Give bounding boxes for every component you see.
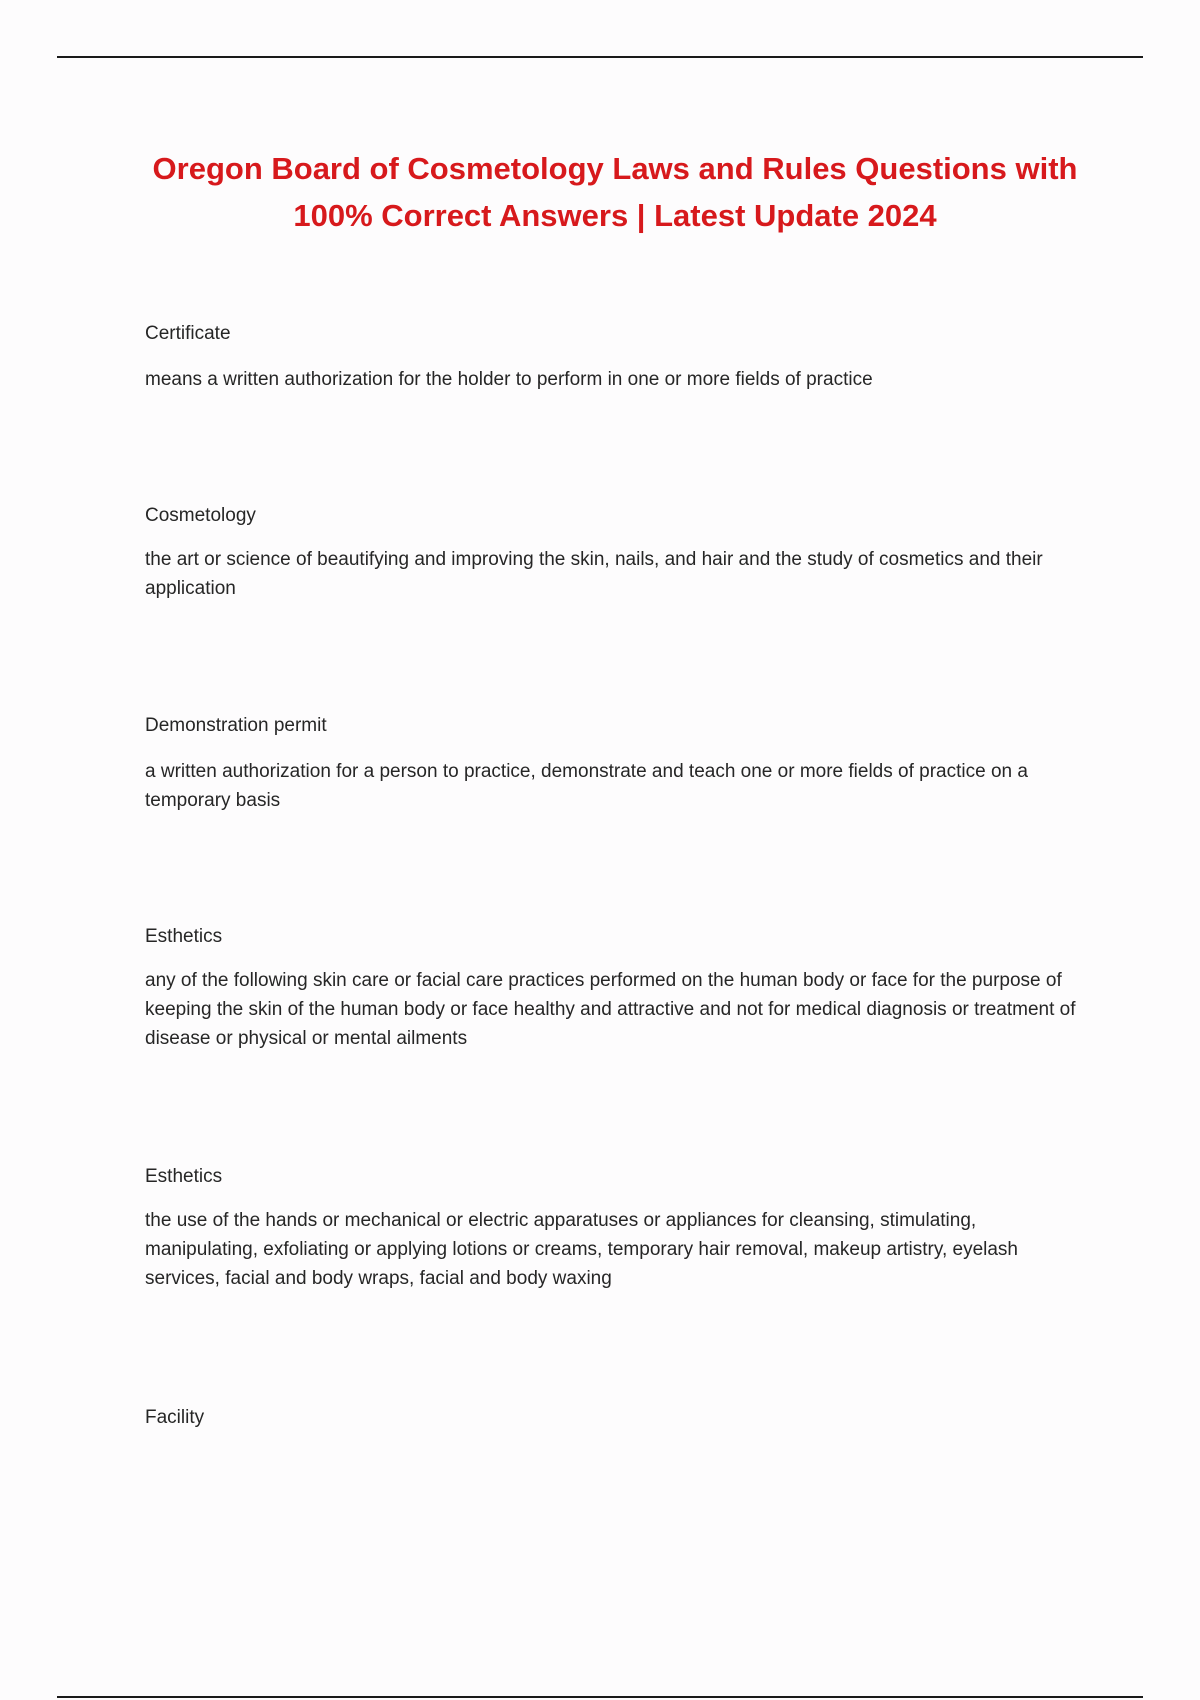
- term: Demonstration permit: [145, 715, 327, 736]
- term: Esthetics: [145, 1166, 223, 1187]
- bottom-divider: [57, 1696, 1143, 1698]
- term: Cosmetology: [145, 505, 256, 526]
- term: Certificate: [145, 323, 231, 344]
- flashcard-entry: [145, 504, 1085, 603]
- term: Facility: [145, 1407, 205, 1428]
- title-line-1: Oregon Board of Cosmetology Laws and Rules Questions with: [152, 151, 1078, 186]
- definition: means a written authorization for the holder to perform in one or more fields of practice: [145, 369, 873, 390]
- flashcard-entry: [145, 925, 1085, 1053]
- term: Esthetics: [145, 926, 223, 947]
- flashcard-entry: [145, 1406, 1085, 1447]
- flashcard-entry: [145, 1165, 1085, 1293]
- definition: any of the following skin care or facial care practices performed on the human body or face for the purpose of keeping the skin of the human body or face healthy and attractive and not for medical diagnosis or treatment of disease or physical or mental ailments: [145, 970, 1076, 1049]
- definition: the use of the hands or mechanical or electric apparatuses or appliances for cleansing, stimulating, manipulating, exfoliating or applying lotions or creams, temporary hair removal, makeup artistry, eyelash services, facial and body wraps, facial and body waxing: [145, 1210, 1018, 1289]
- title-line-2: 100% Correct Answers | Latest Update 2024: [293, 198, 937, 233]
- document-title: [100, 145, 1130, 239]
- definition: the art or science of beautifying and improving the skin, nails, and hair and the study of cosmetics and their application: [145, 549, 1043, 599]
- flashcard-entry: [145, 322, 1085, 394]
- top-divider: [57, 56, 1143, 58]
- flashcard-entry: [145, 714, 1085, 815]
- definition: a written authorization for a person to practice, demonstrate and teach one or more fields of practice on a temporary basis: [145, 761, 1028, 811]
